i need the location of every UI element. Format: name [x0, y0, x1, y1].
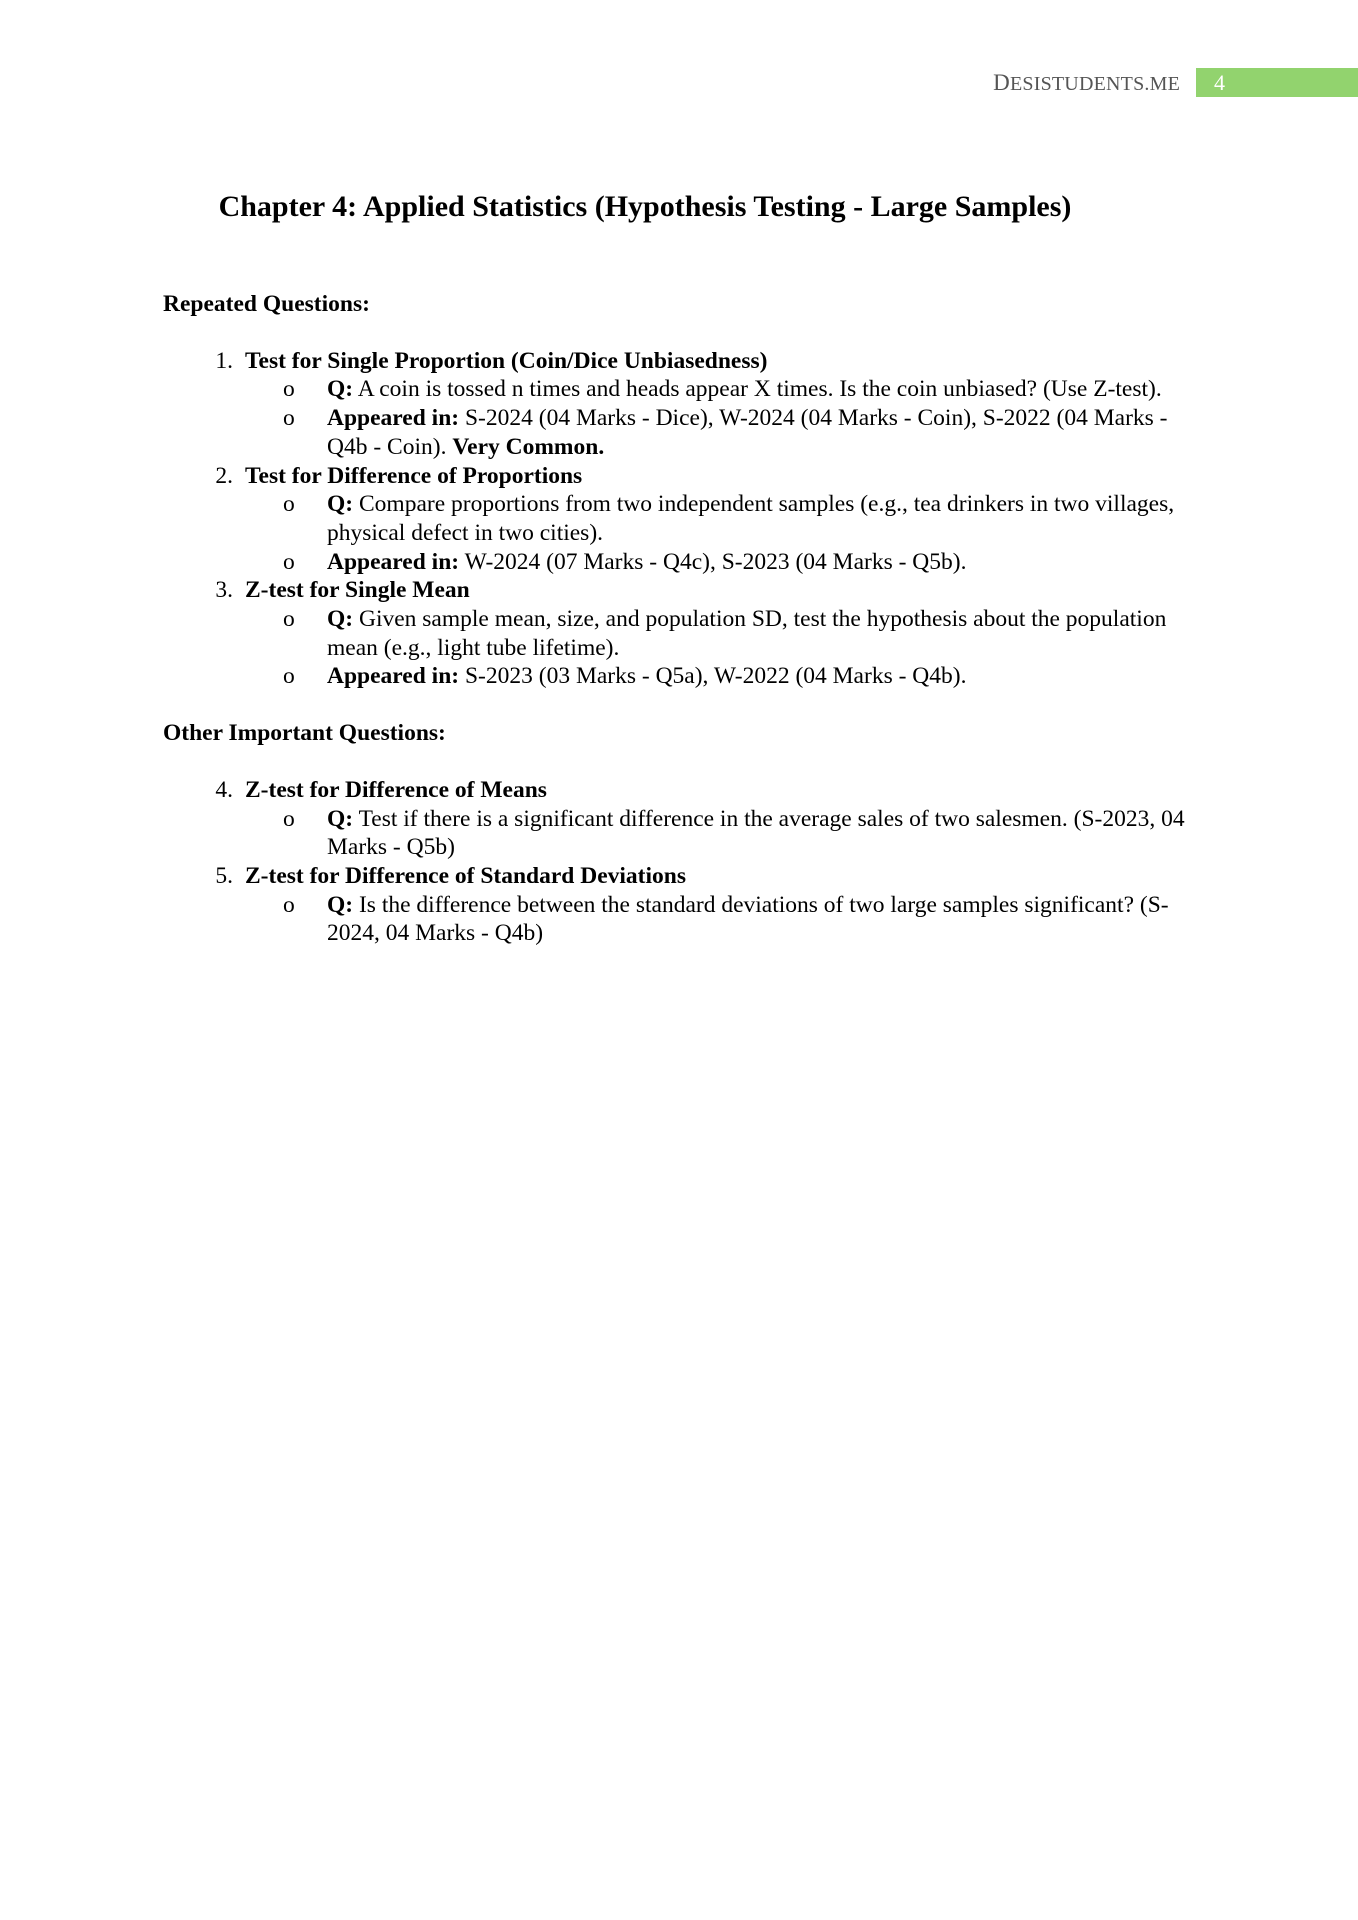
list-item	[163, 347, 1193, 462]
bullet-icon: o	[283, 891, 295, 918]
question-text: Given sample mean, size, and population SD, test the hypothesis about the population mean (e.g., light tube lifetime).	[327, 606, 1167, 661]
question-label: Q:	[327, 805, 354, 832]
item-details	[245, 605, 1193, 691]
appeared-detail	[245, 662, 1193, 691]
question-text: Test if there is a significant difference in the average sales of two salesmen. (S-2023, 04 Marks - Q5b)	[327, 805, 1185, 861]
page-title: Chapter 4: Applied Statistics (Hypothesis Testing - Large Samples)	[218, 190, 1072, 223]
question-detail	[245, 375, 1193, 404]
appeared-detail	[245, 404, 1193, 461]
item-number: 1.	[215, 347, 233, 374]
appeared-detail	[245, 548, 1193, 577]
appeared-label: Appeared in:	[327, 663, 460, 690]
item-title: Z-test for Difference of Standard Deviations	[245, 862, 686, 889]
question-detail	[245, 805, 1193, 862]
bullet-icon: o	[283, 405, 295, 432]
appeared-text: W-2024 (07 Marks - Q4c), S-2023 (04 Marks - Q5b).	[464, 548, 967, 575]
question-detail	[245, 605, 1193, 662]
item-number: 3.	[215, 577, 233, 604]
question-text: Compare proportions from two independent samples (e.g., tea drinkers in two villages, physical defect in two cities).	[327, 491, 1175, 546]
page-header	[993, 68, 1358, 97]
document-body	[163, 290, 1193, 948]
question-text: A coin is tossed n times and heads appear X times. Is the coin unbiased? (Use Z-test).	[357, 376, 1162, 403]
site-name	[993, 70, 1180, 96]
list-item	[163, 862, 1193, 948]
page-number: 4	[1214, 69, 1225, 95]
bullet-icon: o	[283, 805, 295, 832]
list-item	[163, 776, 1193, 862]
item-details	[245, 805, 1193, 862]
question-label: Q:	[327, 891, 354, 918]
item-title: Z-test for Single Mean	[245, 577, 470, 604]
appeared-label: Appeared in:	[327, 405, 460, 432]
section-heading-repeated: Repeated Questions:	[163, 291, 370, 317]
appeared-emphasis: Very Common.	[452, 433, 605, 460]
bullet-icon: o	[283, 663, 295, 690]
appeared-text: S-2024 (04 Marks - Dice), W-2024 (04 Marks - Coin), S-2022 (04 Marks - Q4b - Coin).	[327, 405, 1168, 460]
section-heading-other: Other Important Questions:	[163, 720, 446, 747]
item-title: Test for Single Proportion (Coin/Dice Unbiasedness)	[245, 347, 768, 374]
question-detail	[245, 891, 1193, 948]
bullet-icon: o	[283, 376, 295, 403]
site-name-rest: ESISTUDENTS.ME	[1009, 72, 1180, 95]
bullet-icon: o	[283, 606, 295, 633]
list-item	[163, 462, 1193, 577]
question-label: Q:	[327, 376, 354, 403]
question-label: Q:	[327, 606, 354, 633]
bullet-icon: o	[283, 491, 295, 518]
other-questions-list	[163, 776, 1193, 948]
question-text: Is the difference between the standard deviations of two large samples significant? (S-2024, 04 Marks - Q4b)	[327, 891, 1169, 947]
item-number: 4.	[215, 776, 233, 803]
bullet-icon: o	[283, 548, 295, 575]
item-title: Test for Difference of Proportions	[245, 462, 583, 489]
list-item	[163, 576, 1193, 691]
item-number: 2.	[215, 462, 233, 489]
item-details	[245, 375, 1193, 461]
question-detail	[245, 490, 1193, 547]
site-name-initial: D	[993, 69, 1010, 95]
appeared-text: S-2023 (03 Marks - Q5a), W-2022 (04 Marks - Q4b).	[464, 663, 967, 690]
item-details	[245, 490, 1193, 576]
item-number: 5.	[215, 862, 233, 889]
question-label: Q:	[327, 491, 354, 518]
page-number-badge	[1196, 68, 1358, 97]
appeared-label: Appeared in:	[327, 548, 460, 575]
repeated-questions-list	[163, 347, 1193, 691]
item-details	[245, 891, 1193, 948]
item-title: Z-test for Difference of Means	[245, 776, 547, 803]
